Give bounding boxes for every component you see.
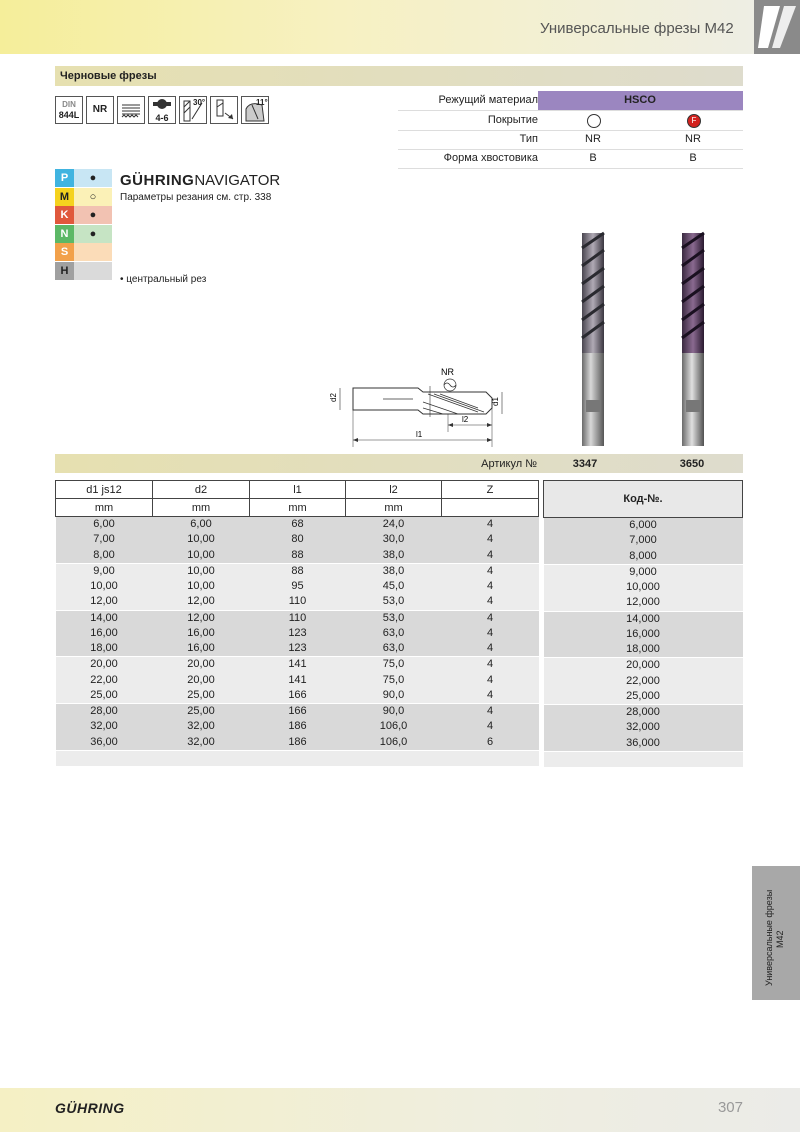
code-row <box>544 595 743 611</box>
table-cell: 10,00 <box>153 579 250 594</box>
table-cell: 8,00 <box>56 548 153 564</box>
code-row <box>544 518 743 534</box>
table-cell: 20,00 <box>153 657 250 673</box>
code-row <box>544 611 743 627</box>
code-cell: 28,000 <box>544 705 743 721</box>
table-cell: 90,0 <box>346 688 442 704</box>
table-cell: 4 <box>442 610 539 626</box>
table-cell: 20,00 <box>153 673 250 688</box>
article-label: Артикул № <box>481 458 537 470</box>
code-header: Код-№. <box>544 481 743 518</box>
side-tab-label <box>752 866 800 1000</box>
section-title: Черновые фрезы <box>60 70 157 82</box>
code-row <box>544 580 743 595</box>
table-cell: 25,00 <box>153 688 250 704</box>
cutting-material-value: HSCO <box>624 94 656 106</box>
table-cell: 4 <box>442 594 539 610</box>
table-cell: 4 <box>442 563 539 579</box>
tool-3347-image <box>582 233 604 446</box>
table-row <box>56 704 539 720</box>
table-cell: 166 <box>250 704 346 720</box>
din-number: 844L <box>58 110 80 120</box>
d2-label: d2 <box>329 393 338 402</box>
table-cell: 16,00 <box>56 626 153 641</box>
code-table <box>543 480 743 767</box>
material-letter-n: N <box>55 225 74 243</box>
table-cell: 75,0 <box>346 657 442 673</box>
table-cell: 45,0 <box>346 579 442 594</box>
table-row <box>56 626 539 641</box>
material-letter-k: K <box>55 206 74 224</box>
table-cell: 75,0 <box>346 673 442 688</box>
type-value-1: NR <box>585 133 601 145</box>
shank-value-1: B <box>589 152 597 164</box>
table-cell: 6,00 <box>56 517 153 533</box>
table-cell: 88 <box>250 548 346 564</box>
table-row <box>56 657 539 673</box>
cutting-params-ref: Параметры резания см. стр. 338 <box>120 192 272 203</box>
table-cell: 63,0 <box>346 641 442 657</box>
table-cell: 12,00 <box>153 610 250 626</box>
center-cut-note: • центральный рез <box>120 274 207 285</box>
plunge-icon <box>210 96 238 124</box>
table-cell: 53,0 <box>346 610 442 626</box>
code-row <box>544 705 743 721</box>
table-cell: 38,0 <box>346 563 442 579</box>
table-cell: 20,00 <box>56 657 153 673</box>
code-row <box>544 533 743 548</box>
table-cell: 186 <box>250 735 346 751</box>
code-cell: 16,000 <box>544 627 743 642</box>
table-cell: 68 <box>250 517 346 533</box>
table-cell: 141 <box>250 657 346 673</box>
table-row <box>56 532 539 547</box>
cutting-material-label: Режущий материал <box>438 94 538 106</box>
table-cell: 28,00 <box>56 704 153 720</box>
unit-d1: mm <box>56 499 153 517</box>
shank-value-2: B <box>689 152 697 164</box>
stripe-logo-icon <box>754 0 800 54</box>
code-cell: 36,000 <box>544 736 743 752</box>
table-filler-row <box>56 750 539 766</box>
table-cell: 10,00 <box>153 532 250 547</box>
section-bar <box>55 66 743 86</box>
code-row <box>544 720 743 735</box>
code-cell: 7,000 <box>544 533 743 548</box>
article-3650: 3650 <box>679 458 705 470</box>
side-tab-line1: Универсальные фрезы <box>764 889 774 986</box>
flute-count: 4-6 <box>155 113 169 123</box>
code-row <box>544 736 743 752</box>
navigator-logo <box>120 172 280 189</box>
table-row <box>56 688 539 704</box>
helix-angle: 30° <box>193 98 206 107</box>
table-cell: 32,00 <box>153 735 250 751</box>
code-row <box>544 674 743 689</box>
coating-label: Покрытие <box>487 114 538 126</box>
col-header-z: Z <box>442 481 539 499</box>
table-cell: 18,00 <box>56 641 153 657</box>
table-cell: 80 <box>250 532 346 547</box>
table-cell: 106,0 <box>346 719 442 734</box>
dimension-diagram <box>318 362 513 447</box>
code-row <box>544 689 743 705</box>
table-cell: 16,00 <box>153 626 250 641</box>
table-row <box>56 579 539 594</box>
table-cell: 10,00 <box>153 548 250 564</box>
table-cell: 123 <box>250 641 346 657</box>
table-cell: 38,0 <box>346 548 442 564</box>
table-cell: 12,00 <box>153 594 250 610</box>
nr-badge: NR <box>86 96 114 124</box>
unit-l1: mm <box>250 499 346 517</box>
table-cell: 4 <box>442 626 539 641</box>
table-row <box>56 673 539 688</box>
table-cell: 4 <box>442 532 539 547</box>
table-cell: 7,00 <box>56 532 153 547</box>
rake-angle: 11° <box>256 98 268 107</box>
table-row <box>56 517 539 533</box>
tool-3650-image <box>682 233 704 446</box>
table-cell: 4 <box>442 719 539 734</box>
table-row <box>56 548 539 564</box>
material-mark-n: ● <box>74 225 112 243</box>
helix-angle-icon <box>179 96 207 124</box>
table-cell: 4 <box>442 704 539 720</box>
table-cell: 186 <box>250 719 346 734</box>
code-cell: 6,000 <box>544 518 743 534</box>
type-label: Тип <box>519 133 538 145</box>
uncoated-circle-icon <box>587 114 601 128</box>
table-cell: 110 <box>250 594 346 610</box>
table-cell: 25,00 <box>153 704 250 720</box>
unit-d2: mm <box>153 499 250 517</box>
page-number: 307 <box>717 1099 743 1116</box>
table-cell: 4 <box>442 657 539 673</box>
navigator-product: NAVIGATOR <box>194 172 281 189</box>
roughing-icon <box>117 96 145 124</box>
table-cell: 36,00 <box>56 735 153 751</box>
material-letter-p: P <box>55 169 74 187</box>
material-letter-h: H <box>55 262 74 280</box>
table-cell: 106,0 <box>346 735 442 751</box>
table-cell: 10,00 <box>153 563 250 579</box>
material-letter-m: M <box>55 188 74 206</box>
navigator-brand: GÜHRING <box>120 172 195 189</box>
table-cell: 63,0 <box>346 626 442 641</box>
table-cell: 88 <box>250 563 346 579</box>
col-header-l1: l1 <box>250 481 346 499</box>
code-row <box>544 642 743 658</box>
article-3347: 3347 <box>572 458 598 470</box>
code-cell: 9,000 <box>544 564 743 580</box>
material-mark-p: ● <box>74 169 112 187</box>
table-cell: 24,0 <box>346 517 442 533</box>
coating-f-badge: F <box>687 114 701 128</box>
code-cell: 10,000 <box>544 580 743 595</box>
table-cell: 6,00 <box>153 517 250 533</box>
table-cell: 4 <box>442 673 539 688</box>
table-cell: 4 <box>442 579 539 594</box>
divider <box>398 168 743 169</box>
table-cell: 141 <box>250 673 346 688</box>
material-mark-k: ● <box>74 206 112 224</box>
nr-label: NR <box>441 367 454 377</box>
material-mark-s <box>74 243 112 261</box>
code-cell: 22,000 <box>544 674 743 689</box>
table-cell: 4 <box>442 548 539 564</box>
col-header-d2: d2 <box>153 481 250 499</box>
table-cell: 9,00 <box>56 563 153 579</box>
table-cell: 25,00 <box>56 688 153 704</box>
table-cell: 14,00 <box>56 610 153 626</box>
material-mark-m: ○ <box>74 188 112 206</box>
table-row <box>56 735 539 751</box>
l2-label: l2 <box>462 415 469 424</box>
table-cell: 123 <box>250 626 346 641</box>
material-letter-s: S <box>55 243 74 261</box>
code-cell: 25,000 <box>544 689 743 705</box>
table-cell: 110 <box>250 610 346 626</box>
unit-z <box>442 499 539 517</box>
header-tab <box>754 0 800 54</box>
table-cell: 53,0 <box>346 594 442 610</box>
table-cell: 4 <box>442 688 539 704</box>
table-cell: 95 <box>250 579 346 594</box>
table-row <box>56 610 539 626</box>
unit-l2: mm <box>346 499 442 517</box>
code-cell: 14,000 <box>544 611 743 627</box>
shank-label: Форма хвостовика <box>443 152 538 164</box>
col-header-l2: l2 <box>346 481 442 499</box>
code-cell: 20,000 <box>544 658 743 674</box>
table-cell: 6 <box>442 735 539 751</box>
dimensions-table <box>55 480 539 766</box>
table-cell: 166 <box>250 688 346 704</box>
type-value-2: NR <box>685 133 701 145</box>
table-cell: 4 <box>442 641 539 657</box>
material-mark-h <box>74 262 112 280</box>
table-filler <box>544 751 743 767</box>
side-tab-line2: M42 <box>775 930 785 948</box>
table-cell: 16,00 <box>153 641 250 657</box>
table-row <box>56 641 539 657</box>
table-filler <box>56 750 539 766</box>
rake-angle-icon <box>241 96 269 124</box>
table-row <box>56 563 539 579</box>
footer-logo: GÜHRING <box>55 1100 125 1116</box>
table-cell: 4 <box>442 517 539 533</box>
l1-label: l1 <box>416 430 423 439</box>
table-cell: 32,00 <box>56 719 153 734</box>
table-cell: 12,00 <box>56 594 153 610</box>
page-title: Универсальные фрезы M42 <box>540 20 734 37</box>
table-row <box>56 594 539 610</box>
code-cell: 12,000 <box>544 595 743 611</box>
article-bar <box>55 454 743 473</box>
table-cell: 32,00 <box>153 719 250 734</box>
code-row <box>544 627 743 642</box>
code-row <box>544 549 743 565</box>
d1-label: d1 <box>491 397 500 406</box>
table-cell: 90,0 <box>346 704 442 720</box>
code-cell: 18,000 <box>544 642 743 658</box>
code-cell: 32,000 <box>544 720 743 735</box>
flute-count-icon <box>148 96 176 124</box>
col-header-d1: d1 js12 <box>56 481 153 499</box>
code-cell: 8,000 <box>544 549 743 565</box>
din-badge <box>55 96 83 124</box>
tool-photos <box>560 228 750 458</box>
table-cell: 10,00 <box>56 579 153 594</box>
code-row <box>544 658 743 674</box>
din-label: DIN <box>62 100 76 109</box>
table-row <box>56 719 539 734</box>
table-cell: 22,00 <box>56 673 153 688</box>
table-cell: 30,0 <box>346 532 442 547</box>
table-filler-row <box>544 751 743 767</box>
code-row <box>544 564 743 580</box>
